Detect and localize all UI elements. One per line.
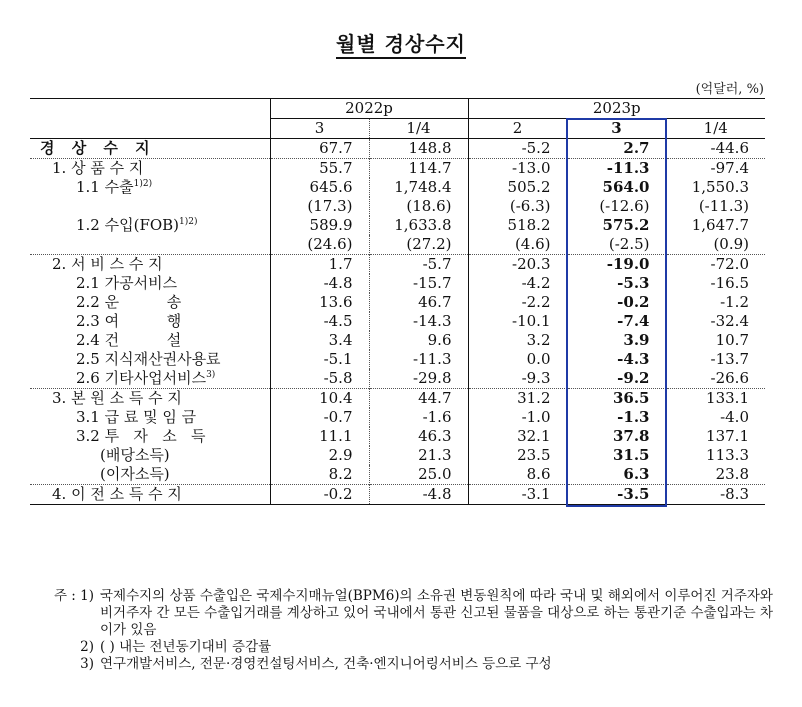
value-cell: 3.9 <box>567 331 666 350</box>
value-cell: 55.7 <box>270 159 369 179</box>
value-cell: -15.7 <box>369 274 468 293</box>
value-cell: 46.3 <box>369 427 468 446</box>
row-label <box>30 216 270 235</box>
year-header-row <box>30 99 765 119</box>
value-cell: 3.2 <box>468 331 567 350</box>
value-cell: -0.2 <box>270 485 369 505</box>
value-cell: (24.6) <box>270 235 369 255</box>
value-cell: -16.5 <box>666 274 765 293</box>
row-label-text: 경 상 수 지 <box>40 139 156 157</box>
value-cell: 2.9 <box>270 446 369 465</box>
footnote-text: 국제수지의 상품 수출입은 국제수지매뉴얼(BPM6)의 소유권 변동원칙에 따라 국내 및 해외에서 이루어진 거주자와 비거주자 간 모든 수출입거래를 계상하고 있어 국내에서 통관 신고된 물품을 대상으로 하는 통관기준 수출입과는 차이가 있음 <box>100 588 774 638</box>
row-label <box>30 159 270 179</box>
value-cell: -4.3 <box>567 350 666 369</box>
value-cell: -11.3 <box>369 350 468 369</box>
value-cell: -3.5 <box>567 485 666 505</box>
table-row <box>30 159 765 179</box>
row-label-text: 2.4 건 설 <box>76 331 182 349</box>
table-row <box>30 427 765 446</box>
value-cell: -10.1 <box>468 312 567 331</box>
value-cell: (17.3) <box>270 197 369 216</box>
value-cell: 645.6 <box>270 178 369 197</box>
value-cell: -5.8 <box>270 369 369 389</box>
month-header: 3 <box>270 119 369 139</box>
value-cell: 10.4 <box>270 389 369 409</box>
value-cell: 37.8 <box>567 427 666 446</box>
value-cell: -5.3 <box>567 274 666 293</box>
table-body <box>30 139 765 505</box>
footnote-text: ( ) 내는 전년동기대비 증감률 <box>100 639 272 655</box>
row-label-text: 2.6 기타사업서비스 <box>76 369 207 387</box>
value-cell: 36.5 <box>567 389 666 409</box>
current-account-table <box>30 98 765 505</box>
value-cell: 23.5 <box>468 446 567 465</box>
value-cell: 0.0 <box>468 350 567 369</box>
row-label-text: 2. 서 비 스 수 지 <box>52 255 163 273</box>
value-cell: -4.0 <box>666 408 765 427</box>
value-cell: -13.7 <box>666 350 765 369</box>
page-title: 월별 경상수지 <box>0 28 802 57</box>
month-header-row <box>30 119 765 139</box>
value-cell: 2.7 <box>567 139 666 159</box>
value-cell: -2.2 <box>468 293 567 312</box>
value-cell: -5.2 <box>468 139 567 159</box>
value-cell: -4.2 <box>468 274 567 293</box>
value-cell: 133.1 <box>666 389 765 409</box>
row-label <box>30 293 270 312</box>
value-cell: 148.8 <box>369 139 468 159</box>
value-cell: 31.2 <box>468 389 567 409</box>
value-cell: 13.6 <box>270 293 369 312</box>
row-label <box>30 485 270 505</box>
value-cell: -44.6 <box>666 139 765 159</box>
row-label <box>30 331 270 350</box>
value-cell: -19.0 <box>567 255 666 275</box>
value-cell: 46.7 <box>369 293 468 312</box>
row-label-text: 3.1 급 료 및 임 금 <box>76 408 197 426</box>
row-label <box>30 178 270 197</box>
table-row <box>30 216 765 235</box>
row-label-text: 2.2 운 송 <box>76 293 182 311</box>
footnotes <box>30 588 780 673</box>
value-cell: 518.2 <box>468 216 567 235</box>
year-2022-header: 2022p <box>270 99 468 119</box>
value-cell: 6.3 <box>567 465 666 485</box>
row-label <box>30 274 270 293</box>
value-cell: 113.3 <box>666 446 765 465</box>
value-cell: -1.6 <box>369 408 468 427</box>
value-cell: -4.8 <box>270 274 369 293</box>
value-cell: -5.1 <box>270 350 369 369</box>
value-cell: (27.2) <box>369 235 468 255</box>
table-row <box>30 369 765 389</box>
value-cell: -5.7 <box>369 255 468 275</box>
row-label <box>30 465 270 485</box>
value-cell: (4.6) <box>468 235 567 255</box>
table-row <box>30 274 765 293</box>
value-cell: -4.5 <box>270 312 369 331</box>
value-cell: -4.8 <box>369 485 468 505</box>
value-cell: -1.2 <box>666 293 765 312</box>
value-cell: 21.3 <box>369 446 468 465</box>
value-cell: -32.4 <box>666 312 765 331</box>
table-row <box>30 235 765 255</box>
value-cell: -3.1 <box>468 485 567 505</box>
row-label <box>30 235 270 255</box>
value-cell: -1.0 <box>468 408 567 427</box>
footnote-item <box>30 639 780 656</box>
value-cell: 575.2 <box>567 216 666 235</box>
value-cell: 11.1 <box>270 427 369 446</box>
value-cell: -0.2 <box>567 293 666 312</box>
value-cell: 1,633.8 <box>369 216 468 235</box>
value-cell: 3.4 <box>270 331 369 350</box>
value-cell: -9.3 <box>468 369 567 389</box>
value-cell: -13.0 <box>468 159 567 179</box>
value-cell: (-11.3) <box>666 197 765 216</box>
value-cell: 137.1 <box>666 427 765 446</box>
value-cell: 564.0 <box>567 178 666 197</box>
corner-cell-lower <box>30 119 270 139</box>
row-label-text: 4. 이 전 소 득 수 지 <box>52 485 182 503</box>
row-label <box>30 350 270 369</box>
table-row <box>30 255 765 275</box>
month-header: 3 <box>567 119 666 139</box>
row-label-text: (이자소득) <box>100 465 170 483</box>
table-row <box>30 312 765 331</box>
value-cell: 23.8 <box>666 465 765 485</box>
value-cell: (0.9) <box>666 235 765 255</box>
table-row <box>30 178 765 197</box>
value-cell: -72.0 <box>666 255 765 275</box>
value-cell: 31.5 <box>567 446 666 465</box>
table-row <box>30 465 765 485</box>
row-label <box>30 139 270 159</box>
month-header: 1/4 <box>369 119 468 139</box>
value-cell: 8.6 <box>468 465 567 485</box>
value-cell: 25.0 <box>369 465 468 485</box>
table-row <box>30 350 765 369</box>
footnote-marker: 3) <box>206 370 216 380</box>
value-cell: -9.2 <box>567 369 666 389</box>
row-label-text: 3. 본 원 소 득 수 지 <box>52 389 182 407</box>
row-label <box>30 408 270 427</box>
table-row <box>30 331 765 350</box>
value-cell: 1,550.3 <box>666 178 765 197</box>
value-cell: -1.3 <box>567 408 666 427</box>
row-label <box>30 427 270 446</box>
month-header: 2 <box>468 119 567 139</box>
value-cell: -97.4 <box>666 159 765 179</box>
row-label <box>30 197 270 216</box>
value-cell: -8.3 <box>666 485 765 505</box>
value-cell: 44.7 <box>369 389 468 409</box>
value-cell: 9.6 <box>369 331 468 350</box>
row-label-text: 2.5 지식재산권사용료 <box>76 350 221 368</box>
table-row <box>30 389 765 409</box>
value-cell: 1,647.7 <box>666 216 765 235</box>
row-label <box>30 446 270 465</box>
year-2023-header: 2023p <box>468 99 765 119</box>
footnote-number: 2) <box>80 639 94 655</box>
month-header: 1/4 <box>666 119 765 139</box>
footnote-text: 연구개발서비스, 전문·경영컨설팅서비스, 건축·엔지니어링서비스 등으로 구성 <box>100 656 552 672</box>
value-cell: -0.7 <box>270 408 369 427</box>
footnote-number: 주 : 1) <box>53 588 94 604</box>
footnote-item <box>30 656 780 673</box>
row-label-text: 3.2 투 자 소 득 <box>76 427 206 445</box>
value-cell: 1,748.4 <box>369 178 468 197</box>
row-label-text: 1. 상 품 수 지 <box>52 159 144 177</box>
table-row <box>30 485 765 505</box>
value-cell: (-12.6) <box>567 197 666 216</box>
value-cell: (-6.3) <box>468 197 567 216</box>
unit-label: (억달러, %) <box>695 82 764 97</box>
value-cell: -11.3 <box>567 159 666 179</box>
row-label-text: (배당소득) <box>100 446 170 464</box>
value-cell: -29.8 <box>369 369 468 389</box>
row-label <box>30 312 270 331</box>
table-row <box>30 293 765 312</box>
value-cell: 32.1 <box>468 427 567 446</box>
row-label-text: 2.3 여 행 <box>76 312 182 330</box>
value-cell: -26.6 <box>666 369 765 389</box>
value-cell: -20.3 <box>468 255 567 275</box>
value-cell: (18.6) <box>369 197 468 216</box>
row-label-text: 2.1 가공서비스 <box>76 274 178 292</box>
table-row <box>30 408 765 427</box>
value-cell: 114.7 <box>369 159 468 179</box>
row-label <box>30 369 270 389</box>
table-row <box>30 197 765 216</box>
value-cell: -7.4 <box>567 312 666 331</box>
footnote-marker: 1)2) <box>179 217 198 227</box>
corner-cell <box>30 99 270 119</box>
value-cell: 10.7 <box>666 331 765 350</box>
value-cell: 505.2 <box>468 178 567 197</box>
table-row <box>30 139 765 159</box>
row-label-text: 1.1 수출 <box>76 178 134 196</box>
table-row <box>30 446 765 465</box>
footnote-marker: 1)2) <box>133 179 153 189</box>
row-label-text: 1.2 수입(FOB) <box>76 216 180 234</box>
value-cell: (-2.5) <box>567 235 666 255</box>
row-label <box>30 389 270 409</box>
value-cell: 67.7 <box>270 139 369 159</box>
footnote-item <box>30 588 780 639</box>
value-cell: 1.7 <box>270 255 369 275</box>
value-cell: 589.9 <box>270 216 369 235</box>
footnote-number: 3) <box>80 656 94 672</box>
row-label <box>30 255 270 275</box>
value-cell: 8.2 <box>270 465 369 485</box>
value-cell: -14.3 <box>369 312 468 331</box>
